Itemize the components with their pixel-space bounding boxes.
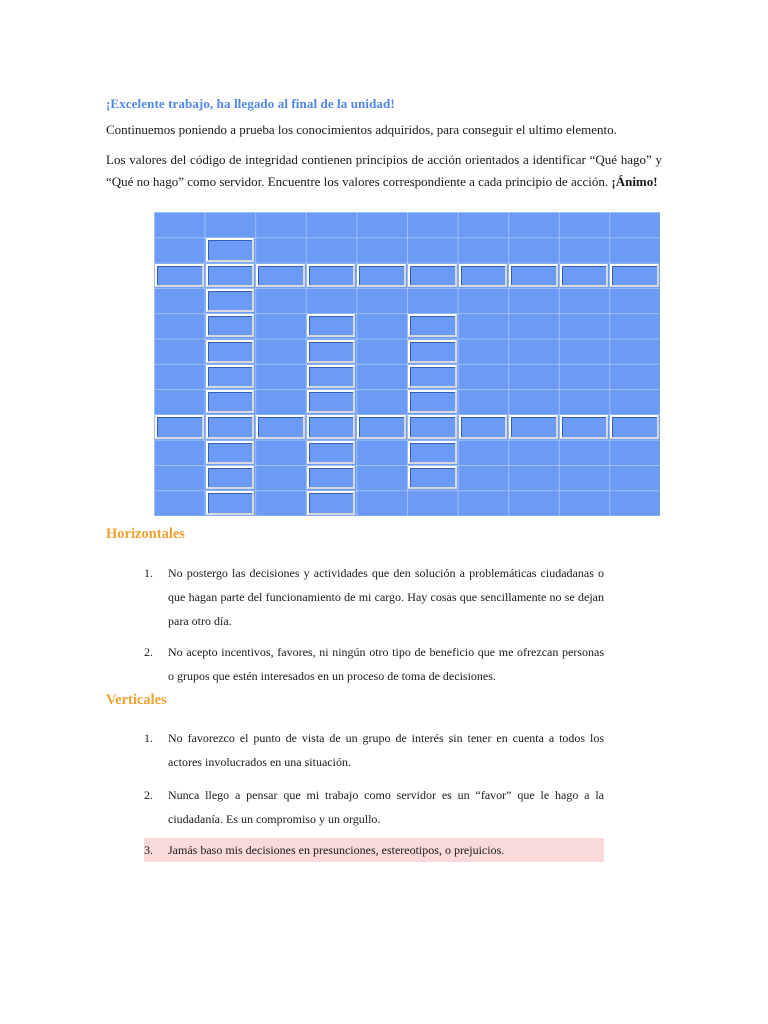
crossword-cell[interactable]	[408, 415, 457, 438]
crossword-cell[interactable]	[560, 264, 609, 287]
crossword-cell[interactable]	[206, 415, 255, 438]
clue-number: 2.	[144, 788, 153, 802]
crossword-cell[interactable]	[307, 390, 356, 413]
clue-number: 1.	[144, 731, 153, 745]
crossword-cell[interactable]	[206, 390, 255, 413]
clue-number: 2.	[144, 645, 153, 659]
crossword-grid	[154, 212, 660, 516]
crossword-cell[interactable]	[610, 264, 659, 287]
clue-text: Jamás baso mis decisiones en presunciones, estereotipos, o prejuicios.	[168, 843, 505, 857]
crossword-cell[interactable]	[206, 491, 255, 514]
instructions-text: Los valores del código de integridad contienen principios de acción orientados a identificar “Qué hago” y “Qué no hago” como servidor. Encuentre los valores correspondiente a cada principio de acción.	[106, 152, 662, 189]
intro-paragraph: Continuemos poniendo a prueba los conocimientos adquiridos, para conseguir el ultimo elemento.	[106, 122, 617, 137]
instructions-paragraph	[106, 149, 662, 193]
crossword-cell[interactable]	[206, 264, 255, 287]
crossword-cell[interactable]	[408, 441, 457, 464]
vertical-clue-2	[144, 783, 604, 831]
encouragement-text: ¡Ánimo!	[611, 174, 658, 189]
crossword-cell[interactable]	[155, 415, 204, 438]
crossword-cell[interactable]	[256, 264, 305, 287]
crossword-cell[interactable]	[206, 441, 255, 464]
crossword-cell[interactable]	[408, 365, 457, 388]
crossword-cell[interactable]	[408, 340, 457, 363]
crossword-cell[interactable]	[307, 340, 356, 363]
crossword-cell[interactable]	[307, 466, 356, 489]
crossword-cell[interactable]	[357, 415, 406, 438]
crossword-cell[interactable]	[610, 415, 659, 438]
crossword-cell[interactable]	[357, 264, 406, 287]
horizontales-title: Horizontales	[106, 526, 185, 542]
crossword-cell[interactable]	[307, 491, 356, 514]
crossword-cell[interactable]	[206, 340, 255, 363]
verticales-title: Verticales	[106, 692, 167, 708]
clue-number: 3.	[144, 843, 153, 857]
crossword-cell[interactable]	[307, 415, 356, 438]
crossword-cell[interactable]	[509, 415, 558, 438]
crossword-cell[interactable]	[408, 314, 457, 337]
crossword-cell[interactable]	[408, 390, 457, 413]
clue-text: No acepto incentivos, favores, ni ningún otro tipo de beneficio que me ofrezcan personas o grupos que estén interesados en un proceso de toma de decisiones.	[168, 645, 604, 683]
crossword-cell[interactable]	[459, 264, 508, 287]
crossword-cell[interactable]	[459, 415, 508, 438]
crossword-cell[interactable]	[307, 365, 356, 388]
crossword-cell[interactable]	[307, 441, 356, 464]
crossword-cell[interactable]	[206, 289, 255, 312]
clue-text: No favorezco el punto de vista de un grupo de interés sin tener en cuenta a todos los actores involucrados en una situación.	[168, 731, 604, 769]
crossword-cell[interactable]	[256, 415, 305, 438]
horizontal-clue-1	[144, 561, 604, 633]
clue-text: Nunca llego a pensar que mi trabajo como servidor es un “favor” que le hago a la ciudadanía. Es un compromiso y un orgullo.	[168, 788, 604, 826]
vertical-clue-1	[144, 726, 604, 774]
unit-complete-heading: ¡Excelente trabajo, ha llegado al final de la unidad!	[106, 96, 395, 111]
crossword-cell[interactable]	[206, 314, 255, 337]
clue-text: No postergo las decisiones y actividades que den solución a problemáticas ciudadanas o que hagan parte del funcionamiento de mi cargo. Hay cosas que sencillamente no se dejan para otro día.	[168, 566, 604, 628]
crossword-cell[interactable]	[206, 365, 255, 388]
vertical-clue-3	[144, 838, 604, 862]
crossword-cell[interactable]	[408, 264, 457, 287]
crossword-cell[interactable]	[206, 238, 255, 261]
clue-number: 1.	[144, 566, 153, 580]
crossword-cell[interactable]	[155, 264, 204, 287]
crossword-cell[interactable]	[509, 264, 558, 287]
crossword-cell[interactable]	[307, 264, 356, 287]
horizontal-clue-2	[144, 640, 604, 688]
crossword-cell[interactable]	[206, 466, 255, 489]
crossword-cell[interactable]	[307, 314, 356, 337]
crossword-cell[interactable]	[408, 466, 457, 489]
crossword-cell[interactable]	[560, 415, 609, 438]
